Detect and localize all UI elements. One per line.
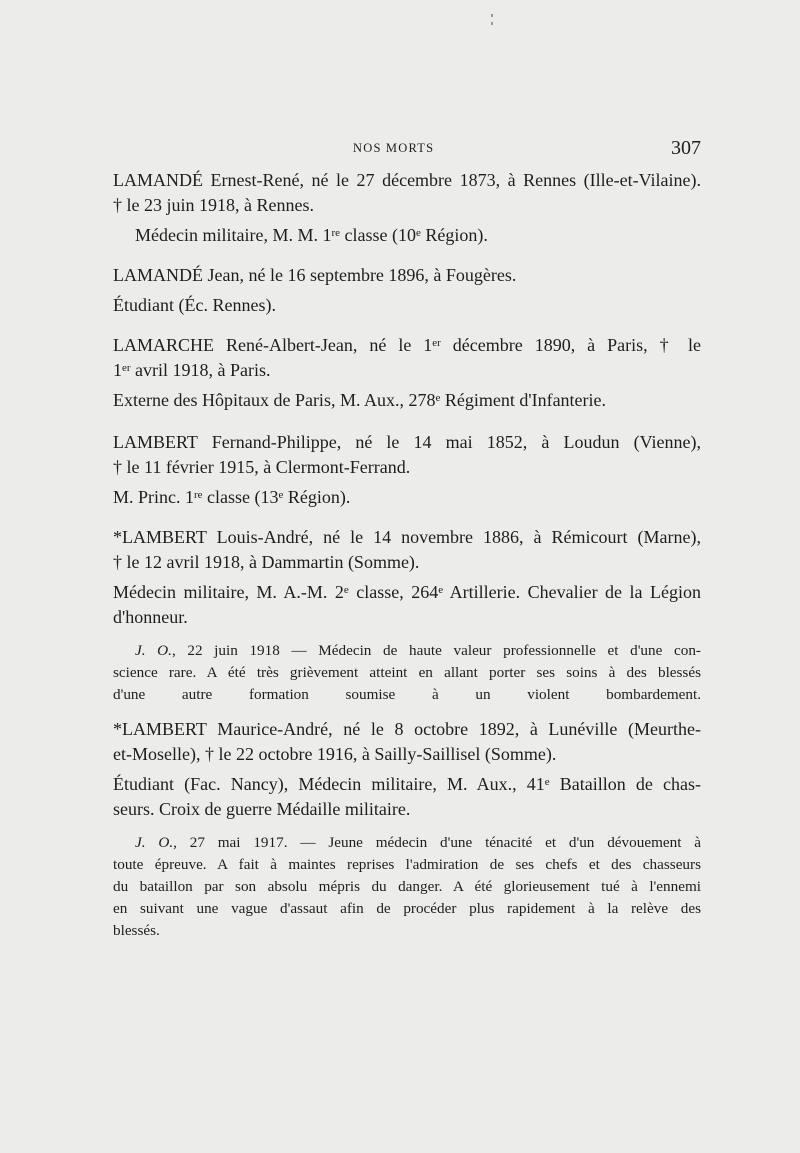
- entry-service-cont: seurs. Croix de guerre Médaille militaire.: [113, 799, 411, 819]
- entry-lamande-ernest: [113, 168, 701, 248]
- entry-death-line: et-Moselle), † le 22 octobre 1916, à Sailly-Saillisel (Somme).: [113, 744, 557, 764]
- citation-line: science rare. A été très grièvement atteint en allant porter ses soins à des blessés: [113, 664, 701, 681]
- entry-service: M. Princ. 1re classe (13e Région).: [113, 487, 351, 507]
- entry-name-line: LAMANDÉ Jean, né le 16 septembre 1896, à Fougères.: [113, 265, 517, 285]
- citation-line: toute épreuve. A fait à maintes reprises l'admiration de ses chefs et des chasseurs: [113, 856, 701, 873]
- entry-name-line: LAMARCHE René-Albert-Jean, né le 1er décembre 1890, à Paris, † le: [113, 335, 701, 355]
- print-speck: [491, 22, 493, 25]
- citation-line: blessés.: [113, 922, 160, 939]
- entry-service: Externe des Hôpitaux de Paris, M. Aux., 278e Régiment d'Infanterie.: [113, 390, 607, 410]
- entry-service-cont: d'honneur.: [113, 607, 188, 627]
- entry-lamarche: [113, 333, 701, 413]
- running-title: NOS MORTS: [353, 141, 435, 155]
- entry-death-line: † le 23 juin 1918, à Rennes.: [113, 195, 314, 215]
- entry-death-line: † le 12 avril 1918, à Dammartin (Somme).: [113, 552, 420, 572]
- entry-lambert-fernand: [113, 430, 701, 510]
- entry-lambert-maurice: [113, 717, 701, 942]
- citation-line: J. O., 22 juin 1918 — Médecin de haute valeur professionnelle et d'une con-: [135, 642, 701, 659]
- entry-name-line: LAMBERT Fernand-Philippe, né le 14 mai 1852, à Loudun (Vienne),: [113, 432, 701, 452]
- entry-name-line: LAMANDÉ Ernest-René, né le 27 décembre 1873, à Rennes (Ille-et-Vilaine).: [113, 170, 701, 190]
- entry-death-line: † le 11 février 1915, à Clermont-Ferrand.: [113, 457, 411, 477]
- page-number: 307: [671, 137, 701, 159]
- entry-name-line: *LAMBERT Louis-André, né le 14 novembre 1886, à Rémicourt (Marne),: [113, 527, 701, 547]
- citation-line: en suivant une vague d'assaut afin de procéder plus rapidement à la relève des: [113, 900, 701, 917]
- page-header: [113, 137, 701, 163]
- citation-line: J. O., 27 mai 1917. — Jeune médecin d'une ténacité et d'un dévouement à: [135, 834, 701, 851]
- entry-death-line: 1er avril 1918, à Paris.: [113, 360, 271, 380]
- entry-service: Médecin militaire, M. A.-M. 2e classe, 264e Artillerie. Chevalier de la Légion: [113, 582, 701, 602]
- entry-lamande-jean: [113, 263, 701, 318]
- print-speck: [491, 14, 493, 17]
- entry-service: Étudiant (Fac. Nancy), Médecin militaire, M. Aux., 41e Bataillon de chas-: [113, 774, 701, 794]
- citation-line: du bataillon par son absolu mépris du danger. A été glorieusement tué à l'ennemi: [113, 878, 701, 895]
- citation: [113, 832, 701, 942]
- citation: [113, 640, 701, 706]
- entry-name-line: *LAMBERT Maurice-André, né le 8 octobre 1892, à Lunéville (Meurthe-: [113, 719, 701, 739]
- entry-service: Étudiant (Éc. Rennes).: [113, 295, 276, 315]
- citation-line: d'une autre formation soumise à un violent bombardement.: [113, 686, 701, 703]
- entry-lambert-louis: [113, 525, 701, 706]
- entry-service: Médecin militaire, M. M. 1re classe (10e Région).: [135, 225, 488, 245]
